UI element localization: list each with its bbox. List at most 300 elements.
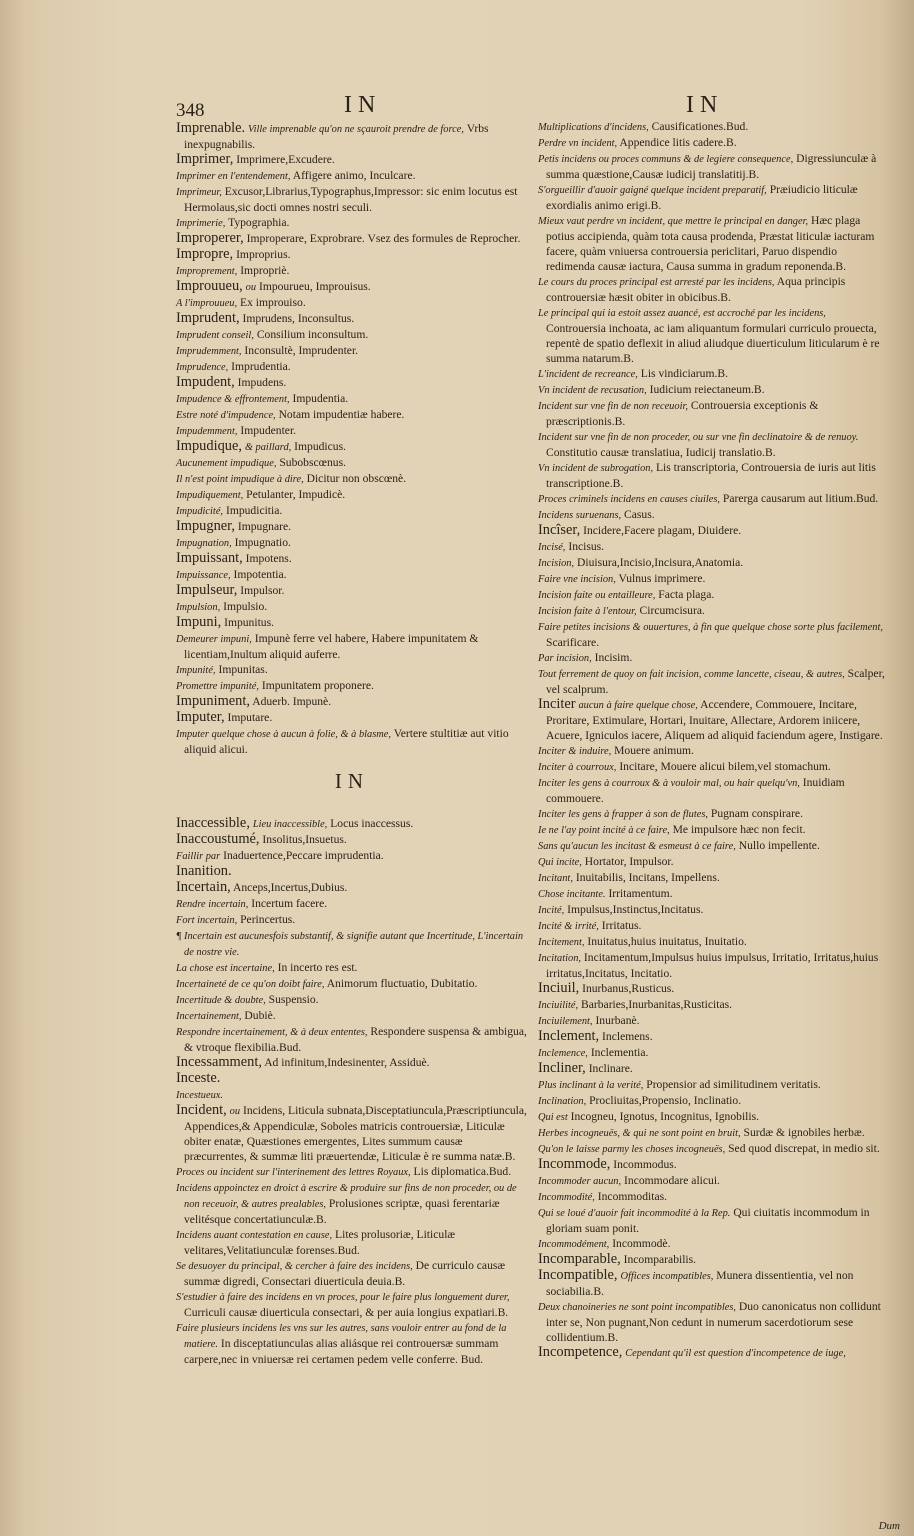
latin-translation: Barbaries,Inurbanitas,Rusticitas. — [581, 998, 733, 1011]
dictionary-entry — [538, 981, 886, 997]
dictionary-entry — [176, 1024, 528, 1055]
headword: Incliner, — [538, 1060, 586, 1076]
dictionary-entry — [538, 902, 886, 918]
headword: Incertain, — [176, 879, 231, 895]
dictionary-entry — [176, 896, 528, 912]
dictionary-entry — [176, 912, 528, 928]
page-number: 348 — [176, 100, 205, 121]
dictionary-entry — [538, 213, 886, 274]
italic-gloss: La chose est incertaine, — [176, 963, 275, 974]
latin-translation: Anceps,Incertus,Dubius. — [233, 881, 348, 894]
latin-translation: Scarificare. — [546, 636, 600, 649]
latin-translation: Scalper, vel scalprum. — [546, 667, 885, 696]
latin-translation: Improperare, Exprobrare. Vsez des formules de Reprocher. — [246, 232, 521, 245]
italic-gloss: Incertaineté de ce qu'on doibt faire, — [176, 979, 325, 990]
italic-gloss: Vn incident de subrogation, — [538, 463, 654, 474]
latin-translation: In incerto res est. — [277, 961, 358, 974]
headword: Incompatible, — [538, 1267, 618, 1283]
latin-translation: Irritatus. — [601, 919, 642, 932]
italic-gloss: Inciuilement, — [538, 1016, 593, 1027]
dictionary-entry — [538, 1173, 886, 1189]
headword: Impudique, — [176, 438, 242, 454]
left-entries-2 — [176, 816, 528, 1367]
dictionary-entry — [176, 1087, 528, 1103]
italic-gloss: Inciter & induire, — [538, 746, 612, 757]
latin-translation: Imprudens, Inconsultus. — [242, 312, 355, 325]
italic-gloss: Impudiquement, — [176, 490, 244, 501]
dictionary-entry — [538, 1029, 886, 1045]
italic-gloss: Imprimerie, — [176, 218, 226, 229]
headword: Impuni, — [176, 614, 222, 630]
dictionary-entry — [538, 806, 886, 822]
latin-translation: Typographia. — [228, 216, 290, 229]
dictionary-entry — [538, 997, 886, 1013]
dictionary-entry — [538, 1045, 886, 1061]
latin-translation: Dicitur non obscœnè. — [306, 472, 407, 485]
dictionary-entry — [538, 1268, 886, 1299]
left-entries — [176, 121, 528, 757]
dictionary-entry — [538, 398, 886, 429]
italic-gloss: Inciter les gens à frapper à son de flutes, — [538, 809, 708, 820]
dictionary-entry — [538, 759, 886, 775]
right-column — [538, 119, 886, 1361]
italic-gloss: Imprudemment, — [176, 346, 242, 357]
dictionary-entry — [538, 1345, 886, 1361]
latin-translation: In disceptatiunculas alias aliásque rei controuersæ summam carpere,nec in vniuersæ rei certamen pedem velle conferre. Bud. — [184, 1337, 499, 1366]
italic-gloss: Incertainement, — [176, 1011, 242, 1022]
dictionary-entry — [538, 587, 886, 603]
dictionary-entry — [538, 1125, 886, 1141]
dictionary-entry — [176, 375, 528, 391]
latin-translation: Notam impudentiæ habere. — [278, 408, 405, 421]
latin-translation: Hortator, Impulsor. — [584, 855, 674, 868]
italic-gloss: Imprudence, — [176, 362, 229, 373]
latin-translation: Parerga causarum aut litium.Bud. — [722, 492, 879, 505]
italic-gloss: Cependant qu'il est question d'incompetence de iuge, — [625, 1348, 846, 1359]
italic-gloss: Incité & irrité, — [538, 921, 599, 932]
latin-translation: Incommoditas. — [597, 1190, 667, 1203]
dictionary-entry — [176, 455, 528, 471]
italic-gloss: Incidens suruenans, — [538, 510, 622, 521]
dictionary-entry — [176, 678, 528, 694]
dictionary-entry — [176, 583, 528, 599]
latin-translation: Incomparabilis. — [623, 1253, 697, 1266]
dictionary-entry — [176, 279, 528, 295]
latin-translation: Vrbs inexpugnabilis. — [184, 122, 489, 151]
headword: Incompetence, — [538, 1344, 623, 1360]
headword: Impulseur, — [176, 582, 238, 598]
latin-translation: Nullo impellente. — [738, 839, 820, 852]
dictionary-entry — [538, 1157, 886, 1173]
latin-translation: Qui ciuitatis incommodum in gloriam suam ponit. — [546, 1206, 870, 1235]
dictionary-entry — [176, 992, 528, 1008]
italic-gloss: Plus inclinant à la verité, — [538, 1080, 644, 1091]
latin-translation: Circumcisura. — [639, 604, 705, 617]
latin-translation: Imputare. — [227, 711, 273, 724]
italic-gloss: Inciter à courroux, — [538, 762, 617, 773]
latin-translation: Munera dissentientia, vel non sociabilia.B. — [546, 1269, 854, 1298]
dictionary-entry — [538, 666, 886, 697]
dictionary-entry — [176, 710, 528, 726]
latin-translation: Locus inaccessus. — [330, 817, 414, 830]
latin-translation: Inconsultè, Imprudenter. — [244, 344, 359, 357]
dictionary-entry — [538, 1236, 886, 1252]
italic-gloss: Deux chanoineries ne sont point incompatibles, — [538, 1302, 736, 1313]
catchword: Dum — [878, 1520, 900, 1532]
italic-gloss: Incidens auant contestation en cause, — [176, 1230, 333, 1241]
latin-translation: Casus. — [624, 508, 655, 521]
italic-gloss: Se desuoyer du principal, & cercher à faire des incidens, — [176, 1261, 413, 1272]
dictionary-entry — [538, 366, 886, 382]
dictionary-entry — [176, 960, 528, 976]
dictionary-entry — [538, 274, 886, 305]
latin-translation: Incisus. — [568, 540, 605, 553]
dictionary-entry — [176, 1180, 528, 1227]
latin-translation: Petulanter, Impudicè. — [246, 488, 346, 501]
italic-gloss: Offices incompatibles, — [620, 1271, 714, 1282]
dictionary-entry — [538, 1141, 886, 1157]
dictionary-entry — [176, 247, 528, 263]
latin-translation: Ad infinitum,Indesinenter, Assiduè. — [264, 1056, 430, 1069]
latin-translation: Surdæ & ignobiles herbæ. — [743, 1126, 865, 1139]
italic-gloss: Incommodément, — [538, 1239, 610, 1250]
headword: Impropre, — [176, 246, 234, 262]
dictionary-entry — [176, 976, 528, 992]
headword: Improuueu, — [176, 278, 243, 294]
italic-gloss: Incité, — [538, 905, 565, 916]
italic-gloss: Impulsion, — [176, 602, 221, 613]
latin-translation: Vulnus imprimere. — [618, 572, 706, 585]
headword: Inanition. — [176, 863, 232, 879]
dictionary-entry — [538, 135, 886, 151]
latin-translation: Accendere, Commouere, Incitare, Proritare, Extimulare, Hortari, Inuitare, Allectare, Ardorem iniicere, Acuere, Igniculos iacere, Aliquem ad aliquid faciendum agere, Instigare. — [546, 698, 883, 742]
latin-translation: Suspensio. — [268, 993, 319, 1006]
right-entries — [538, 119, 886, 1361]
dictionary-entry — [176, 694, 528, 710]
italic-gloss: Incertitude & doubte, — [176, 995, 266, 1006]
dictionary-entry — [176, 471, 528, 487]
latin-translation: Impulsus,Instinctus,Incitatus. — [567, 903, 704, 916]
dictionary-entry — [538, 571, 886, 587]
headword: Imputer, — [176, 709, 225, 725]
latin-translation: Excusor,Librarius,Typographus,Impressor: sic enim locutus est Hermolaus,sic docti omnes nostri seculi. — [184, 185, 518, 214]
latin-translation: Incogneu, Ignotus, Incognitus, Ignobilis. — [570, 1110, 760, 1123]
latin-translation: Incitamentum,Impulsus huius impulsus, Irritatio, Irritatus,huius irritatus,Incitatus, Incitatio. — [546, 951, 879, 980]
italic-gloss: Impuissance, — [176, 570, 231, 581]
italic-gloss: Ville imprenable qu'on ne sçauroit prendre de force, — [248, 124, 464, 135]
latin-translation: Inclementia. — [590, 1046, 649, 1059]
italic-gloss: Faire plusieurs incidens les vns sur les autres, sans vouloir entrer au fond de la matiere. — [176, 1323, 507, 1350]
italic-gloss: A l'improuueu, — [176, 298, 238, 309]
latin-translation: Incommodè. — [612, 1237, 671, 1250]
italic-gloss: Qui incite, — [538, 857, 582, 868]
latin-translation: Impulsor. — [240, 584, 285, 597]
italic-gloss: Lieu inaccessible, — [252, 819, 328, 830]
dictionary-entry — [538, 119, 886, 135]
headword: Incommode, — [538, 1156, 611, 1172]
dictionary-entry — [176, 327, 528, 343]
italic-gloss: Par incision, — [538, 653, 592, 664]
latin-translation: Impourueu, Improuisus. — [258, 280, 371, 293]
italic-gloss: Ie ne l'ay point incité à ce faire, — [538, 825, 670, 836]
headword: Imprenable. — [176, 120, 246, 136]
latin-translation: Digressiunculæ à summa quæstione,Causæ iudicij translatitij.B. — [546, 152, 877, 181]
dictionary-entry — [176, 864, 528, 880]
italic-gloss: Impunité, — [176, 665, 216, 676]
headword: Impudent, — [176, 374, 235, 390]
dictionary-entry — [538, 507, 886, 523]
dictionary-entry — [176, 928, 528, 960]
dictionary-entry — [538, 1205, 886, 1236]
italic-gloss: Estre noté d'impudence, — [176, 410, 276, 421]
dictionary-entry — [176, 503, 528, 519]
italic-gloss: Incision faite à l'entour, — [538, 606, 637, 617]
dictionary-entry — [176, 215, 528, 231]
dictionary-entry — [538, 1299, 886, 1345]
dictionary-entry — [176, 184, 528, 215]
headword: Impuniment, — [176, 693, 250, 709]
headword: Improperer, — [176, 230, 244, 246]
latin-translation: Impudentia. — [292, 392, 349, 405]
italic-gloss: Incitant, — [538, 873, 573, 884]
latin-translation: Inclinare. — [588, 1062, 633, 1075]
latin-translation: Impunè ferre vel habere, Habere impunitatem & licentiam,Inultum aliquid auferre. — [184, 632, 479, 661]
italic-gloss: Chose incitante. — [538, 889, 606, 900]
dictionary-entry — [538, 523, 886, 539]
latin-translation: Duo canonicatus non collidunt inter se, Non pugnant,Non cedunt in numerum sacerdotiorum sese collidentium.B. — [546, 1300, 881, 1344]
headword: Incessamment, — [176, 1054, 262, 1070]
latin-translation: Animorum fluctuatio, Dubitatio. — [326, 977, 478, 990]
italic-gloss: Incident sur vne fin de non proceder, ou sur vne fin declinatoire & de renuoy. — [538, 432, 859, 443]
italic-gloss: Le cours du proces principal est arresté par les incidens, — [538, 277, 775, 288]
dictionary-entry — [176, 535, 528, 551]
dictionary-entry — [538, 838, 886, 854]
dictionary-entry — [538, 1252, 886, 1268]
italic-gloss: Incestueux. — [176, 1090, 224, 1101]
latin-translation: Pugnam conspirare. — [710, 807, 803, 820]
italic-gloss: S'estudier à faire des incidens en vn proces, pour le faire plus longuement durer, — [176, 1292, 510, 1303]
latin-translation: Aqua principis controuersiæ hæsit obiter in obicibus.B. — [546, 275, 846, 304]
italic-gloss: Inciter les gens à courroux & à vouloir mal, ou hair quelqu'vn, — [538, 778, 800, 789]
latin-translation: Hæc plaga potius accipienda, quàm tota causa prodenda, Præstat liticulæ iacturam facere, quàm vniuersa controuersia periclitari, Paruo dispendio redimenda causæ iactura, Causa summa in gradum reponenda.B. — [546, 214, 875, 273]
section-heading: IN — [334, 769, 370, 793]
dictionary-entry — [176, 1164, 528, 1180]
italic-gloss: aucun à faire quelque chose, — [578, 700, 698, 711]
dictionary-entry — [176, 439, 528, 455]
latin-translation: Incisim. — [594, 651, 633, 664]
latin-translation: Diuisura,Incisio,Incisura,Anatomia. — [576, 556, 744, 569]
italic-gloss: Incommodité, — [538, 1192, 595, 1203]
latin-translation: Inuitabilis, Incitans, Impellens. — [575, 871, 720, 884]
latin-translation: Inclemens. — [602, 1030, 653, 1043]
italic-gloss: Qui est — [538, 1112, 568, 1123]
latin-translation: Incidens, Liticula subnata,Disceptatiuncula,Præscriptiuncula, Appendices,& Appendiculæ, Soboles matricis controuersiæ, Liticulæ obiter enatæ, Quæstiones emergentes, Lites summum causæ præcurrentes, & summæ liti præuertendæ, Liticulæ è re summa natæ.B. — [184, 1104, 527, 1163]
italic-gloss: ou — [229, 1106, 241, 1117]
dictionary-entry — [538, 854, 886, 870]
latin-translation: Lis transcriptoria, Controuersia de iuris aut litis transcriptione.B. — [546, 461, 876, 490]
dictionary-entry — [176, 1289, 528, 1320]
dictionary-entry — [538, 619, 886, 650]
dictionary-entry — [538, 1061, 886, 1077]
left-column — [176, 121, 528, 1367]
italic-gloss: Le principal qui ia estoit assez auancé, est accroché par les incidens, — [538, 308, 826, 319]
latin-translation: Aduerb. Impunè. — [252, 695, 332, 708]
italic-gloss: Incitement, — [538, 937, 585, 948]
left-column-heading: IN — [344, 92, 382, 118]
italic-gloss: Qui se loué d'auoir fait incommodité à la Rep. — [538, 1208, 731, 1219]
latin-translation: Causificationes.Bud. — [651, 120, 749, 133]
dictionary-entry — [538, 539, 886, 555]
dictionary-entry — [538, 775, 886, 806]
dictionary-entry — [176, 1258, 528, 1289]
latin-translation: Incommodare alicui. — [624, 1174, 720, 1187]
italic-gloss: Rendre incertain, — [176, 899, 249, 910]
latin-translation: Incidere,Facere plagam, Diuidere. — [583, 524, 742, 537]
dictionary-entry — [176, 1055, 528, 1071]
italic-gloss: Herbes incogneuës, & qui ne sont point en bruit, — [538, 1128, 741, 1139]
headword: Inciuil, — [538, 980, 580, 996]
italic-gloss: Imprudent conseil, — [176, 330, 254, 341]
headword: Impugner, — [176, 518, 235, 534]
latin-translation: Prolusiones scriptæ, quasi ferentariæ velitésque concertatiunculæ.B. — [184, 1197, 500, 1226]
dictionary-entry — [176, 168, 528, 184]
dictionary-entry — [176, 1103, 528, 1164]
dictionary-entry — [176, 551, 528, 567]
latin-translation: Insolitus,Insuetus. — [262, 833, 347, 846]
latin-translation: Lis diplomatica.Bud. — [413, 1165, 512, 1178]
dictionary-entry — [176, 487, 528, 503]
italic-gloss: Incidens appoinctez en droict à escrire & produire sur fins de non proceder, ou de non receuoir, & autres prealables, — [176, 1183, 517, 1210]
dictionary-entry — [176, 295, 528, 311]
headword: Imprudent, — [176, 310, 240, 326]
headword: Inaccessible, — [176, 815, 250, 831]
dictionary-entry — [176, 1071, 528, 1087]
latin-translation: Propensior ad similitudinem veritatis. — [646, 1078, 821, 1091]
dictionary-entry — [176, 407, 528, 423]
latin-translation: Irritamentum. — [608, 887, 673, 900]
italic-gloss: S'orgueillir d'auoir gaigné quelque incident preparatif, — [538, 185, 767, 196]
italic-gloss: Inclemence, — [538, 1048, 588, 1059]
italic-gloss: Tout ferrement de quoy on fait incision, comme lancette, ciseau, & autres, — [538, 669, 845, 680]
italic-gloss: Inciuilité, — [538, 1000, 579, 1011]
latin-translation: Procliuitas,Propensio, Inclinatio. — [589, 1094, 742, 1107]
dictionary-entry — [176, 391, 528, 407]
latin-translation: Facta plaga. — [658, 588, 715, 601]
dictionary-entry — [176, 152, 528, 168]
dictionary-entry — [538, 460, 886, 491]
latin-translation: Curriculi causæ diuerticula consectari, & per auia longius expatiari.B. — [184, 1306, 509, 1319]
dictionary-entry — [538, 182, 886, 213]
italic-gloss: Incommoder aucun, — [538, 1176, 622, 1187]
latin-translation: Impudicus. — [294, 440, 346, 453]
dictionary-entry — [538, 1077, 886, 1093]
italic-gloss: Incisé, — [538, 542, 566, 553]
dictionary-entry — [176, 343, 528, 359]
dictionary-entry — [538, 305, 886, 366]
dictionary-entry — [538, 555, 886, 571]
dictionary-entry — [538, 697, 886, 743]
dictionary-entry — [538, 1093, 886, 1109]
italic-gloss: Proces criminels incidens en causes ciuiles, — [538, 494, 720, 505]
latin-translation: Inuitatus,huius inuitatus, Inuitatio. — [587, 935, 747, 948]
italic-gloss: Fort incertain, — [176, 915, 238, 926]
latin-translation: Impropriè. — [240, 264, 290, 277]
dictionary-entry — [538, 382, 886, 398]
dictionary-entry — [538, 743, 886, 759]
dictionary-entry — [176, 121, 528, 152]
latin-translation: Impudens. — [237, 376, 287, 389]
dictionary-entry — [176, 1227, 528, 1258]
dictionary-entry — [176, 848, 528, 864]
italic-gloss: Improprement, — [176, 266, 238, 277]
italic-gloss: Faillir par — [176, 851, 221, 862]
dictionary-entry — [176, 1008, 528, 1024]
latin-translation: Impudicitia. — [225, 504, 283, 517]
headword: Inaccoustumé, — [176, 831, 260, 847]
dictionary-entry — [176, 599, 528, 615]
latin-translation: Incitare, Mouere alicui bilem,vel stomachum. — [619, 760, 831, 773]
latin-translation: Imprimere,Excudere. — [236, 153, 335, 166]
latin-translation: Improprius. — [236, 248, 291, 261]
latin-translation: Ex improuiso. — [240, 296, 306, 309]
italic-gloss: Incitation, — [538, 953, 581, 964]
italic-gloss: Inclination, — [538, 1096, 587, 1107]
dictionary-entry — [538, 650, 886, 666]
latin-translation: Inurbanè. — [595, 1014, 640, 1027]
headword: Imprimer, — [176, 151, 234, 167]
latin-translation: Controuersia exceptionis & præscriptionis.B. — [546, 399, 819, 428]
dictionary-entry — [176, 567, 528, 583]
latin-translation: Impugnatio. — [234, 536, 291, 549]
italic-gloss: Impudicité, — [176, 506, 224, 517]
italic-gloss: ou — [245, 282, 257, 293]
dictionary-entry — [176, 263, 528, 279]
dictionary-entry — [176, 880, 528, 896]
latin-translation: Sed quod discrepat, in medio sit. — [728, 1142, 880, 1155]
dictionary-entry — [176, 816, 528, 832]
headword: Inclement, — [538, 1028, 600, 1044]
latin-translation: Incommodus. — [613, 1158, 677, 1171]
italic-gloss: Perdre vn incident, — [538, 138, 618, 149]
latin-translation: Mouere animum. — [614, 744, 694, 757]
latin-translation: Constitutio causæ translatiua, Iudicij translatio.B. — [546, 446, 776, 459]
latin-translation: Impudenter. — [240, 424, 297, 437]
italic-gloss: Il n'est point impudique à dire, — [176, 474, 304, 485]
dictionary-entry — [176, 726, 528, 757]
dictionary-entry — [538, 491, 886, 507]
dictionary-entry — [176, 231, 528, 247]
latin-translation: Impulsio. — [223, 600, 268, 613]
latin-translation: Impotentia. — [233, 568, 287, 581]
italic-gloss: Aucunement impudique, — [176, 458, 277, 469]
italic-gloss: Imprimer en l'entendement, — [176, 171, 291, 182]
latin-translation: Impotens. — [245, 552, 292, 565]
headword: Incomparable, — [538, 1251, 621, 1267]
latin-translation: Consilium inconsultum. — [256, 328, 369, 341]
latin-translation: De curriculo causæ summæ digredi, Consectari diuerticula deuia.B. — [184, 1259, 506, 1288]
italic-gloss: Petis incidens ou proces communs & de legiere consequence, — [538, 154, 794, 165]
italic-gloss: Impudence & effrontement, — [176, 394, 290, 405]
headword: Inceste. — [176, 1070, 221, 1086]
dictionary-entry — [538, 918, 886, 934]
italic-gloss: Sans qu'aucun les incitast & esmeust à ce faire, — [538, 841, 736, 852]
latin-translation: Respondere suspensa & ambigua, & vtroque flexibilia.Bud. — [184, 1025, 527, 1054]
italic-gloss: Incision faite ou entailleure, — [538, 590, 656, 601]
dictionary-entry — [176, 662, 528, 678]
dictionary-entry — [538, 1109, 886, 1125]
italic-gloss: Multiplications d'incidens, — [538, 122, 649, 133]
italic-gloss: Respondre incertainement, & à deux ententes, — [176, 1027, 368, 1038]
